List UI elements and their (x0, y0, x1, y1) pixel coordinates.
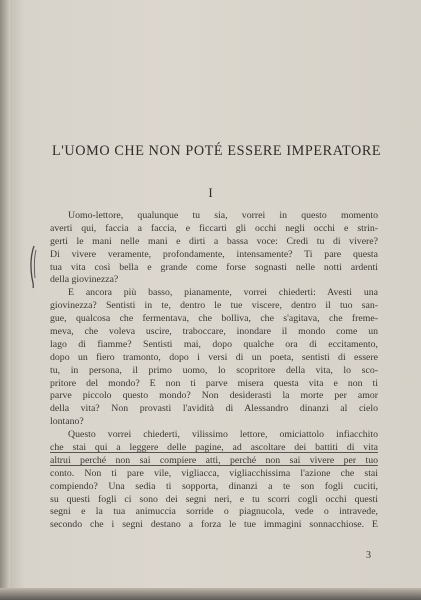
text-line: compiendo? Una sedia ti sopporta, dinanzi a te son fogli cuciti, (50, 480, 378, 492)
underlined-text-line: che stai qui a leggere delle pagine, ad ascoltare dei battiti di vita (50, 442, 378, 454)
text-line: pritore del mondo? E non ti parve misera questa vita e non ti (50, 377, 378, 389)
chapter-title: L'UOMO CHE NON POTÉ ESSERE IMPERATORE (52, 143, 382, 159)
text-line: Uomo-lettore, qualunque tu sia, vorrei in questo momento (68, 210, 378, 221)
text-line: averti qui, faccia a faccia, e ficcarti gli occhi negli occhi e strin- (50, 222, 378, 234)
underlined-text-line: altrui perché non sai compiere atti, perché non sai vivere per tuo (50, 454, 378, 466)
text-line: gerti le mani nelle mani e dirti a bassa voce: Credi tu di vivere? (50, 235, 378, 247)
text-line: conto. Non ti pare vile, vigliacca, vigliacchissima l'azione che stai (50, 467, 378, 479)
text-line: Questo vorrei chiederti, vilissimo lettore, omiciattolo infiacchito (68, 429, 378, 441)
page-bottom-edge (0, 588, 421, 600)
text-line: E ancora più basso, pianamente, vorrei chiederti: Avesti una (68, 287, 378, 299)
page-number: 3 (366, 550, 371, 561)
text-line: tua vita così bella e grande come forse sognasti nelle notti ardenti (50, 261, 378, 273)
book-spine-shadow (0, 0, 10, 600)
text-line: lontano? (50, 416, 84, 428)
text-line: parve piccolo questo mondo? Non desiderasti la morte per amor (50, 390, 378, 402)
text-line: lago di fiamme? Sentisti mai, dopo qualche ora di eccitamento, (50, 338, 378, 350)
text-line: gue, qualcosa che fermentava, che bolliva, che s'agitava, che freme- (50, 313, 378, 325)
text-line: Di vivere veramente, profondamente, intensamente? Ti pare questa (50, 248, 378, 260)
text-line: su questi fogli ci sono dei segni neri, e tu scorri cogli occhi questi (50, 493, 378, 505)
text-line: della vita? Non provasti l'avidità di Alessandro dinanzi al cielo (50, 403, 378, 415)
text-line: dopo un fiero tramonto, dopo i versi di un poeta, sentisti di essere (50, 351, 378, 363)
text-line: tu, in persona, il primo uomo, lo scopritore della vita, lo sco- (50, 364, 378, 376)
text-line: meva, che voleva uscire, traboccare, inondare il mondo come un (50, 326, 378, 338)
body-text (50, 210, 378, 532)
text-line: giovinezza? Sentisti in te, dentro le tue viscere, dentro il tuo san- (50, 300, 378, 312)
text-line: secondo che i segni destano a forza le tue immagini sonnacchiose. E (50, 519, 378, 531)
text-line: segni e la tua animuccia sorride o piagnucola, vede o intravede, (50, 506, 378, 518)
text-line: della giovinezza? (50, 274, 119, 286)
pencil-margin-mark-icon (28, 244, 38, 290)
section-number: I (208, 185, 213, 200)
